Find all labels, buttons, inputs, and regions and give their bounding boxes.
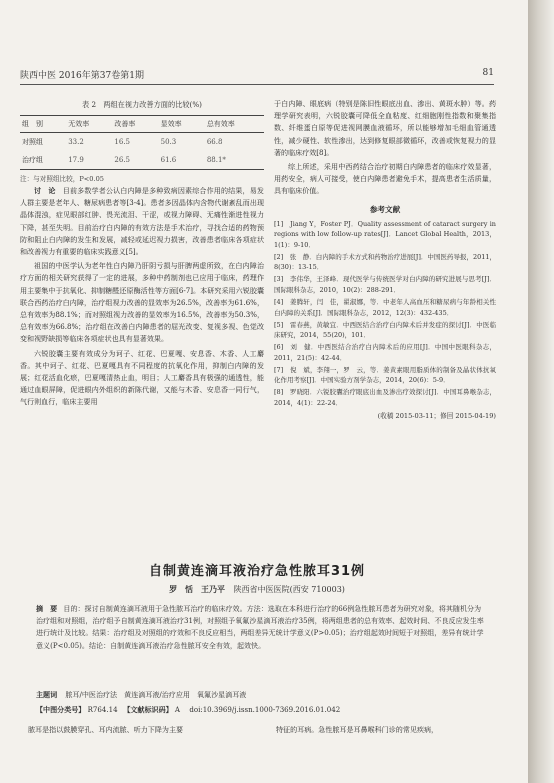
received-dates: (收稿 2015-03-11；修回 2015-04-19) bbox=[377, 412, 496, 421]
discussion-heading: 讨 论 bbox=[34, 186, 56, 195]
abstract-label: 摘 要 bbox=[36, 604, 58, 613]
reference-list bbox=[274, 219, 496, 409]
article-body-left: 脓耳是指以鼓膜穿孔、耳内流脓、听力下降为主要 bbox=[28, 725, 184, 734]
keywords-text: 脓耳/中医治疗法 黄连滴耳液/治疗应用 氧氟沙星滴耳液 bbox=[65, 690, 247, 699]
doc-code-value: A bbox=[174, 705, 181, 714]
abstract bbox=[36, 603, 488, 652]
table-cell: 33.2 bbox=[68, 138, 84, 146]
author-affiliation: 陕西省中医医院(西安 710003) bbox=[233, 585, 345, 594]
table-cell: 50.3 bbox=[160, 138, 177, 146]
reference-item: [7] 倪 斌，李翔一，罗 云，等．姜黄素眼用脂质体的制备及晶状体抗氧化作用考察[J]．中国实验方剂学杂志，2014，20(6)：5-9． bbox=[274, 365, 496, 385]
author-line bbox=[20, 584, 494, 595]
classification-line bbox=[36, 705, 488, 715]
col-header-total: 总有效率 bbox=[206, 120, 235, 128]
col-header-improve: 改善率 bbox=[114, 120, 136, 128]
author-names: 罗 恬 王乃平 bbox=[169, 584, 226, 594]
table-cell: 17.9 bbox=[68, 156, 84, 164]
results-table bbox=[20, 115, 264, 170]
discussion-paragraph-3: 六锐胶囊主要有效成分为诃子、红花、巴夏嘎、安息香、木香、人工麝香。其中诃子、红花、巴夏嘎具有不同程度的抗氧化作用，抑制白内障的发展；红花活血化瘀，巴夏嘎清热止血，明目；人工麝香具有极强的通透性，能通过血眼屏障，促进眼内外组织的新陈代谢，又能与木香、安息香一同行气，气行则血行，临床主要用 bbox=[20, 348, 264, 407]
running-head bbox=[20, 68, 494, 84]
clc-label: 【中图分类号】 bbox=[36, 705, 86, 714]
reference-item: [8] 罗晓阳．六锐胶囊治疗眼底出血及渗出疗效探讨[J]．中国耳鼻喉杂志，2014，4(1)：22-24． bbox=[274, 388, 496, 407]
clc-value: R764.14 bbox=[87, 705, 118, 714]
reference-item: [5] 雷春燕，黄敏宜．中西医结合治疗白内障术后并发症的探讨[J]．中医临床研究，2014，55(20)，101． bbox=[274, 320, 496, 340]
table-note: 注：与对照组比较，P<0.05 bbox=[20, 175, 104, 183]
table-caption: 表 2 两组在视力改善方面的比较(%) bbox=[82, 100, 202, 109]
table-cell: 16.5 bbox=[114, 138, 130, 146]
reference-item: [6] 刘 健．中西医结合治疗白内障术后的应用[J]．中国中医眼科杂志，2011，21(5)：42-44． bbox=[274, 343, 496, 362]
left-column bbox=[20, 100, 264, 409]
keywords bbox=[36, 690, 488, 700]
table-cell: 61.6 bbox=[160, 156, 177, 164]
table-header-row bbox=[20, 116, 264, 133]
abstract-text: 目的：探讨自制黄连滴耳液用于急性脓耳治疗的临床疗效。方法：选取在本科进行治疗的66例急性脓耳患者为研究对象，将其随机分为治疗组和对照组，治疗组予自制黄连滴耳液治疗31例，对照组予氧氟沙星滴耳液治疗35例，将两组患者的总有效率、起效时间、不良反应发生率进行统计及比较。结果：治疗组及对照组的疗效和不良反应相当，两组差异无统计学意义(P>0.05)；治疗组起效时间短于对照组，差异有统计学意义(P<0.05)。结论：自制黄连滴耳液治疗急性脓耳安全有效，起效快。 bbox=[36, 604, 484, 650]
references-heading: 参考文献 bbox=[369, 204, 401, 214]
col-header-group: 组 别 bbox=[22, 120, 43, 128]
col-header-marked: 显效率 bbox=[160, 120, 182, 128]
continued-paragraph: 于白内障、眼底病（特别是陈旧性眼底出血、渗出、黄斑水肿）等。药理学研究表明，六锐胶囊可降低全血粘度、红细胞刚性指数和聚集指数、纤维蛋白原等促进视网膜血液循环，所以能够增加毛细血管通透性，减少硬性、软性渗出，达到修复眼部微循环，改善或恢复视力的显著的临床疗效[8]。 bbox=[274, 99, 496, 157]
keywords-label: 主题词 bbox=[36, 690, 58, 699]
table-cell: 对照组 bbox=[22, 138, 43, 146]
reference-item: [4] 姜腾轩，闫 佳，翟淑娜，等．中老年人高血压和糖尿病与年龄相关性白内障的关系[J]．国际眼科杂志，2012，12(3)：432-435． bbox=[274, 297, 496, 317]
doi: doi:10.3969/j.issn.1000-7369.2016.01.042 bbox=[189, 705, 341, 714]
doc-code-label: 【文献标识码】 bbox=[126, 705, 173, 714]
col-header-invalid: 无效率 bbox=[68, 120, 90, 128]
article-body-right: 特征的耳病。急性脓耳是耳鼻喉科门诊的常见疾病， bbox=[276, 725, 439, 734]
page-number: 81 bbox=[482, 68, 494, 78]
table-cell: 66.8 bbox=[206, 138, 223, 146]
header-rule bbox=[20, 84, 494, 85]
table-row bbox=[20, 151, 264, 170]
right-column bbox=[274, 96, 496, 420]
table-cell: 26.5 bbox=[114, 156, 130, 164]
discussion-paragraph-1 bbox=[20, 185, 264, 258]
article-title: 自制黄连滴耳液治疗急性脓耳31例 bbox=[148, 564, 366, 579]
reference-item: [2] 张 静．白内障的手术方式和药物治疗进展[J]．中国医药导报，2011，8(30)：13-15． bbox=[274, 252, 496, 272]
book-spine bbox=[528, 0, 554, 783]
conclusion-paragraph: 综上所述，采用中西药结合治疗初期白内障患者的临床疗效显著，用药安全，病人可接受，使白内障患者避免手术，提高患者生活质量，具有临床价值。 bbox=[274, 162, 496, 196]
table-cell: 治疗组 bbox=[22, 156, 43, 164]
reference-item: [3] 李伟华，王泽峰．现代医学与传统医学对白内障的研究进展与思考[J]．国际眼科杂志，2010，10(2)：288-291． bbox=[274, 275, 496, 294]
journal-name: 陕西中医 2016年第37卷第1期 bbox=[20, 71, 144, 81]
discussion-paragraph-2: 祖国的中医学认为老年性白内障乃肝阴亏损与肝脾两虚所致，在白内障治疗方面的相关研究获得了一定的进展，多种中药制剂也已应用于临床，药理作用主要集中于抗氧化、抑制糖醛还原酶活性等方面[6-7]。本研究采用六锐胶囊联合西药治疗白内障，治疗组视力改善的显效率为26.5%，改善率为61.6%，总有效率为88.1%；而对照组视力改善的显效率为16.5%，改善率为50.3%，总有效率为66.8%；治疗组在改善白内障患者的屈光改变、复视多视、色觉改变和视野缺损等临床各项症状也具有显著效果。 bbox=[20, 261, 264, 344]
table-row bbox=[20, 133, 264, 152]
discussion-text-1: 目前多数学者公认白内障是多种致病因素综合作用的结果，易发人群主要是老年人、糖尿病患者等[3-4]。患者多因晶体内含物代谢紊乱而出现晶体混浊，症见眼部红肿、畏光流泪、干涩，或视力障碍、无痛性渐进性视力下降，甚至失明。目前治疗白内障的有效方法是手术治疗，寻找合适的药物预防和阻止白内障的发生和发展，减轻或延迟视力损害，改善患者临床各项症状和改善视力有重要的临床实践意义[5]。 bbox=[20, 186, 264, 257]
reference-item: [1] Jiang Y，Foster PJ．Quality assessment of cataract surgery in regions with low follow-up rates[J]．Lancet Global Health，2013，1(1)：9-10． bbox=[274, 219, 496, 249]
table-cell: 88.1* bbox=[206, 156, 226, 164]
